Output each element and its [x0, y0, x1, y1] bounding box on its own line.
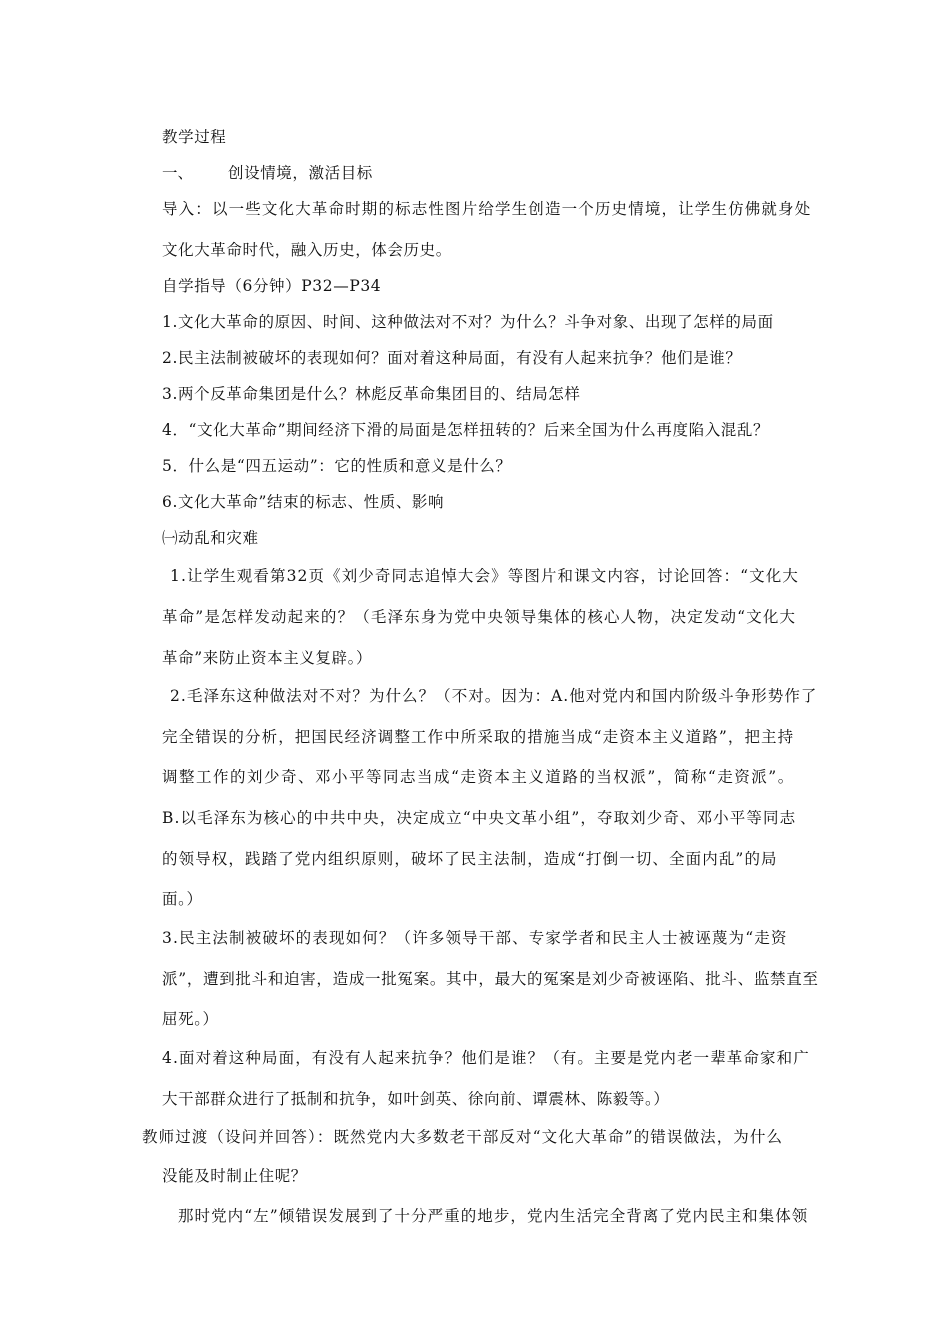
- paragraph-2-line-6: 面。）: [162, 890, 203, 908]
- paragraph-1-line-1: 1.让学生观看第32页《刘少奇同志追悼大会》等图片和课文内容，讨论回答：“文化大: [170, 567, 799, 585]
- intro-line-2: 文化大革命时代，融入历史，体会历史。: [162, 241, 452, 259]
- question-3: 3.两个反革命集团是什么？林彪反革命集团目的、结局怎样: [162, 385, 581, 403]
- section-heading: [162, 163, 373, 183]
- teacher-transition-line-1: 教师过渡（设问并回答）：既然党内大多数老干部反对“文化大革命”的错误做法，为什么: [142, 1128, 784, 1146]
- teacher-transition-line-2: 没能及时制止住呢？: [162, 1167, 307, 1185]
- paragraph-2-line-2: 完全错误的分析，把国民经济调整工作中所采取的措施当成“走资本主义道路”，把主持: [162, 728, 795, 746]
- paragraph-2-line-1: 2.毛泽东这种做法对不对？为什么？（不对。因为：A.他对党内和国内阶级斗争形势作了: [170, 687, 818, 705]
- paragraph-3-line-1: 3.民主法制被破坏的表现如何？（许多领导干部、专家学者和民主人士被诬蔑为“走资: [162, 929, 788, 947]
- closing-paragraph-line-1: 那时党内“左”倾错误发展到了十分严重的地步，党内生活完全背离了党内民主和集体领: [178, 1207, 809, 1225]
- question-6: 6.文化大革命”结束的标志、性质、影响: [162, 493, 445, 511]
- paragraph-2-line-5: 的领导权，践踏了党内组织原则，破坏了民主法制，造成“打倒一切、全面内乱”的局: [162, 850, 778, 868]
- paragraph-2-line-4: B.以毛泽东为核心的中共中央，决定成立“中央文革小组”，夺取刘少奇、邓小平等同志: [162, 809, 797, 827]
- paragraph-3-line-3: 屈死。）: [162, 1010, 219, 1028]
- paragraph-1-line-3: 革命”来防止资本主义复辟。）: [162, 649, 373, 667]
- question-1: 1.文化大革命的原因、时间、这种做法对不对？为什么？斗争对象、出现了怎样的局面: [162, 313, 774, 331]
- paragraph-3-line-2: 派”，遭到批斗和迫害，造成一批冤案。其中，最大的冤案是刘少奇被诬陷、批斗、监禁直至: [162, 970, 819, 988]
- paragraph-4-line-2: 大干部群众进行了抵制和抗争，如叶剑英、徐向前、谭震林、陈毅等。）: [162, 1090, 670, 1108]
- section-title: 创设情境，激活目标: [228, 164, 373, 182]
- paragraph-4-line-1: 4.面对着这种局面，有没有人起来抗争？他们是谁？（有。主要是党内老一辈革命家和广: [162, 1049, 810, 1067]
- paragraph-1-line-2: 革命”是怎样发动起来的？（毛泽东身为党中央领导集体的核心人物，决定发动“文化大: [162, 608, 797, 626]
- part-heading-1: ㈠动乱和灾难: [162, 529, 259, 547]
- intro-line-1: 导入：以一些文化大革命时期的标志性图片给学生创造一个历史情境，让学生仿佛就身处: [162, 200, 812, 218]
- self-study-guide: 自学指导（6分钟）P32—P34: [162, 277, 382, 295]
- question-2: 2.民主法制被破坏的表现如何？面对着这种局面，有没有人起来抗争？他们是谁？: [162, 349, 742, 367]
- page-title: 教学过程: [162, 128, 227, 146]
- question-5: 5．什么是“四五运动”：它的性质和意义是什么？: [162, 457, 512, 475]
- paragraph-2-line-3: 调整工作的刘少奇、邓小平等同志当成“走资本主义道路的当权派”，简称“走资派”。: [162, 768, 795, 786]
- section-number: 一、: [162, 164, 194, 182]
- question-4: 4．“文化大革命”期间经济下滑的局面是怎样扭转的？后来全国为什么再度陷入混乱？: [162, 421, 770, 439]
